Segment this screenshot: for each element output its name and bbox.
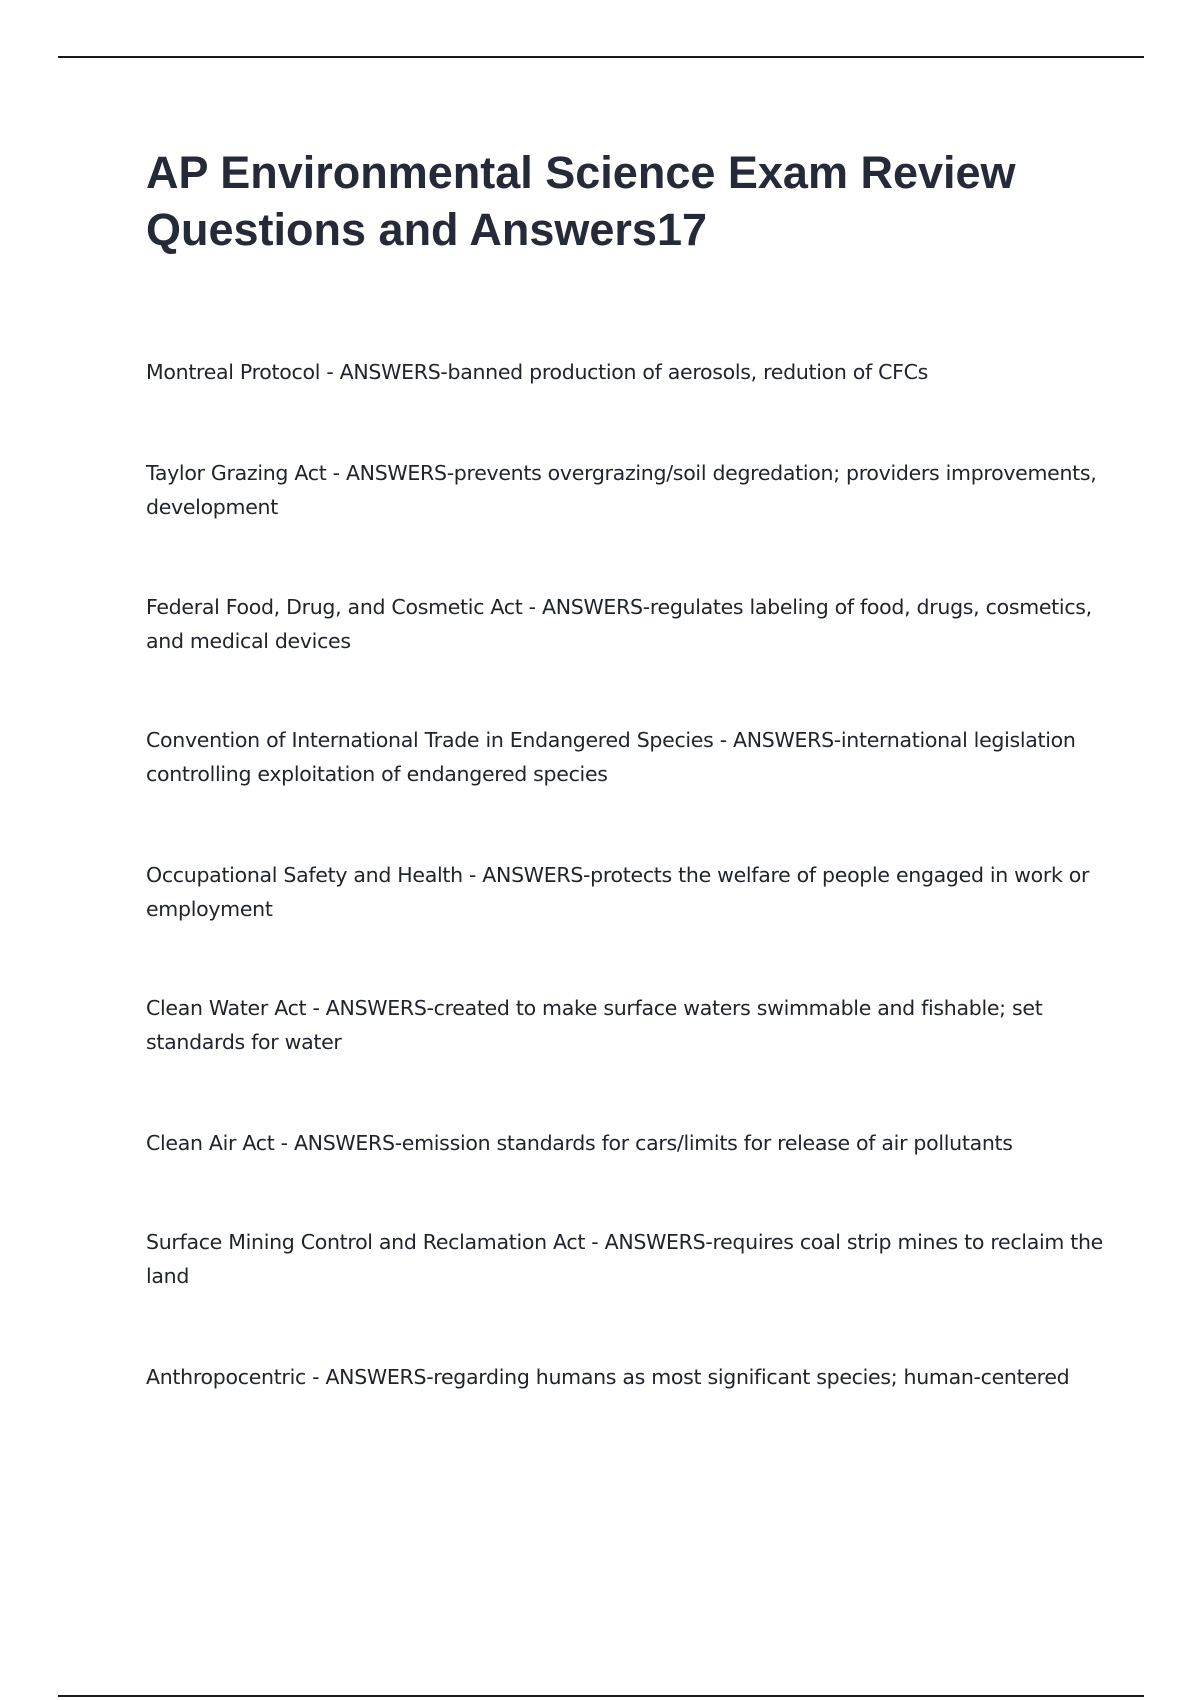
bottom-divider	[58, 1695, 1144, 1697]
top-divider	[58, 56, 1144, 58]
qa-item-clean-air-act: Clean Air Act - ANSWERS-emission standards for cars/limits for release of air pollutants	[146, 1131, 1013, 1155]
qa-item-clean-water-act: Clean Water Act - ANSWERS-created to make surface waters swimmable and fishable; set standards for water	[146, 996, 1043, 1054]
qa-item-food-drug-cosmetic-act: Federal Food, Drug, and Cosmetic Act - ANSWERS-regulates labeling of food, drugs, cosmetics, and medical devices	[146, 595, 1092, 653]
qa-item-taylor-grazing-act: Taylor Grazing Act - ANSWERS-prevents overgrazing/soil degredation; providers improvements, development	[146, 461, 1097, 519]
document-title: AP Environmental Science Exam Review Questions and Answers17	[146, 147, 1016, 255]
qa-item-anthropocentric: Anthropocentric - ANSWERS-regarding humans as most significant species; human-centered	[146, 1365, 1070, 1389]
qa-item-surface-mining-act: Surface Mining Control and Reclamation Act - ANSWERS-requires coal strip mines to reclaim the land	[146, 1230, 1103, 1288]
qa-item-montreal-protocol: Montreal Protocol - ANSWERS-banned production of aerosols, redution of CFCs	[146, 360, 929, 384]
qa-item-osha: Occupational Safety and Health - ANSWERS-protects the welfare of people engaged in work or employment	[146, 863, 1090, 921]
qa-item-cites: Convention of International Trade in Endangered Species - ANSWERS-international legislation controlling exploitation of endangered species	[146, 728, 1076, 786]
